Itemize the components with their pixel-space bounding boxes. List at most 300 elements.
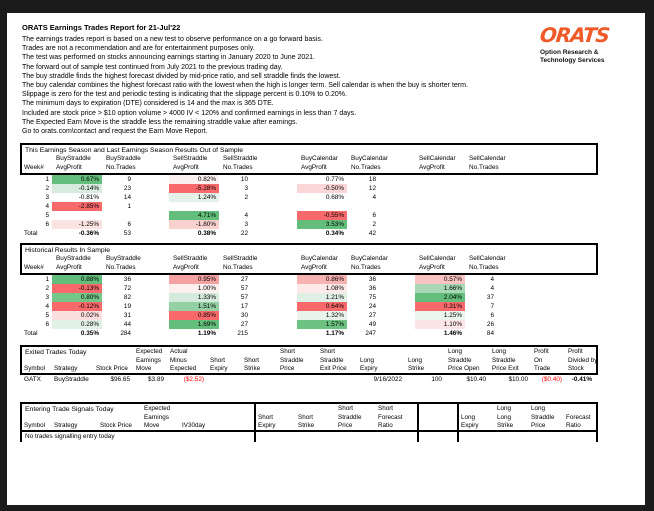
column-group-row: [22, 155, 596, 164]
cell-strategy: BuyStraddle: [54, 376, 89, 383]
column-header-line: [94, 348, 134, 356]
cell-short-strike: [296, 432, 336, 442]
column-header-line: Price: [280, 364, 295, 372]
column-header-line: Straddle: [280, 356, 304, 364]
total-label: Total: [24, 330, 38, 337]
column-group-label: SellCalendar: [469, 255, 506, 262]
week-header: Week#: [24, 163, 44, 171]
intro-line: The buy straddle finds the highest forecast divided by mid-price ratio, and sell straddle finds the lowest.: [22, 72, 341, 80]
cell-avgprofit: -0.55%: [297, 211, 347, 220]
cell-long-strike: [495, 432, 529, 442]
cell-notrades: 12: [368, 185, 376, 192]
column-header-line: Long: [360, 356, 375, 364]
cell-avgprofit: 1.08%: [297, 284, 347, 293]
intro-line: Trades are not a recommendation and are for entertainment purposes only.: [22, 45, 255, 53]
column-sub-label: No.Trades: [106, 163, 136, 171]
table-row: [22, 284, 596, 293]
intro-line: The buy calendar combines the highest forecast ratio with the lowest when the high is longer term. Sell calendar is when the buy is shorter term.: [22, 82, 468, 90]
cell-avgprofit: [415, 193, 465, 202]
cell-avgprofit: -0.36%: [78, 230, 99, 237]
cell-avgprofit: 1.00%: [169, 284, 219, 293]
no-trades-message: No trades signalling entry today: [25, 433, 115, 440]
column-sub-label: AvgProfit: [173, 263, 199, 271]
column-sub-label: No.Trades: [223, 163, 253, 171]
intro-paragraph: [22, 35, 468, 136]
season-table-header-box: [20, 243, 598, 275]
column-header-line: Stock: [568, 364, 584, 372]
column-header-line: Short: [298, 413, 314, 421]
cell-avgprofit: [169, 202, 219, 211]
cell-avgprofit: 1.46%: [443, 330, 462, 337]
intro-line: Slippage is zero for the test and periodic testing is indicating that the slippage percent is 0.10% to 0.20%.: [22, 91, 347, 99]
column-header-line: Symbol: [24, 364, 45, 372]
column-header-line: [358, 348, 406, 356]
column-sub-label: AvgProfit: [419, 163, 445, 171]
column-header-line: Long: [497, 405, 512, 413]
cell-avgprofit: 0.77%: [325, 176, 344, 183]
cell-avgprofit: [415, 229, 465, 238]
cell-notrades: 27: [240, 276, 248, 283]
column-sub-label: AvgProfit: [301, 263, 327, 271]
cell-avgprofit: -0.12%: [52, 302, 102, 311]
cell-notrades: 2: [244, 194, 248, 201]
column-header-line: [459, 405, 495, 413]
column-header-line: Profit: [534, 348, 549, 356]
report-page: [7, 13, 645, 505]
column-header-line: Price Open: [448, 364, 480, 372]
cell-avgprofit: 0.02%: [52, 311, 102, 320]
cell-long-straddle-price: [529, 432, 564, 442]
column-header-line: Short: [338, 405, 354, 413]
cell-avgprofit: 0.68%: [325, 194, 344, 201]
column-header-line: Short: [210, 356, 226, 364]
cell-short-straddle-price: [336, 432, 376, 442]
cell-notrades: 284: [120, 330, 131, 337]
column-sub-label: No.Trades: [351, 263, 381, 271]
cell-avgprofit: 1.66%: [415, 284, 465, 293]
cell-notrades: 31: [123, 312, 131, 319]
cell-notrades: 53: [123, 230, 131, 237]
column-header-profit-on-trade: [532, 347, 566, 373]
column-group-label: SellStraddle: [173, 255, 208, 262]
cell-notrades: 19: [123, 303, 131, 310]
column-header-line: [52, 357, 94, 365]
cell-actual-minus-expected: ($2.52): [183, 376, 204, 383]
column-header-line: Straddle: [320, 356, 344, 364]
column-group-label: SellCalendar: [419, 155, 456, 162]
column-header-long-expiry: [459, 404, 495, 430]
column-group-label: SellStraddle: [223, 155, 258, 162]
column-header-line: Straddle: [492, 356, 516, 364]
column-header-line: Short: [280, 348, 296, 356]
week-header: Week#: [24, 263, 44, 271]
cell-notrades: 26: [486, 321, 494, 328]
table-row: [22, 202, 596, 211]
cell-notrades: 4: [490, 285, 494, 292]
cell-notrades: [102, 211, 140, 220]
column-header-line: Minus: [170, 356, 187, 364]
column-header-short-straddle-price: [278, 347, 318, 373]
column-header-line: Straddle: [448, 356, 472, 364]
cell-notrades: 6: [372, 212, 376, 219]
cell-avgprofit: 3.53%: [297, 220, 347, 229]
column-header-line: Earnings: [144, 413, 169, 421]
column-group-label: BuyCalendar: [301, 155, 338, 162]
cell-spacer: [417, 432, 459, 442]
cell-notrades: 36: [368, 276, 376, 283]
cell-short-straddle-exit-price: [318, 375, 358, 385]
cell-notrades: [465, 184, 503, 193]
column-header-line: Expiry: [461, 421, 479, 429]
cell-notrades: 44: [123, 321, 131, 328]
week-number: 1: [45, 276, 49, 283]
cell-symbol: GATX: [24, 376, 41, 383]
cell-notrades: 42: [368, 230, 376, 237]
season-table-header-box: [20, 143, 598, 175]
cell-avgprofit: 0.82%: [169, 175, 219, 184]
total-label: Total: [24, 230, 38, 237]
table-row: [22, 311, 596, 320]
column-sub-label: No.Trades: [106, 263, 136, 271]
column-header-line: [256, 405, 296, 413]
orats-logo-tagline: [540, 49, 609, 64]
column-header-line: Forecast: [378, 413, 403, 421]
cell-notrades: 3: [244, 185, 248, 192]
column-header-line: Forecast: [566, 413, 591, 421]
season-table-body: [20, 175, 598, 238]
column-header-actual-minus-expected: [168, 347, 208, 373]
cell-notrades: 215: [237, 330, 248, 337]
cell-avgprofit: -0.13%: [52, 284, 102, 293]
cell-long-straddle-price-exit: $10.00: [508, 376, 528, 383]
cell-notrades: 36: [368, 285, 376, 292]
historical-results-table: [20, 243, 598, 338]
column-header-line: Stock Price: [100, 421, 132, 429]
cell-avgprofit: [415, 175, 465, 184]
column-header-line: [94, 357, 134, 365]
column-header-line: Expiry: [360, 364, 378, 372]
column-header-line: [296, 405, 336, 413]
cell-notrades: 37: [486, 294, 494, 301]
season-table-body: [20, 275, 598, 338]
column-header-line: On: [534, 356, 543, 364]
table-title: This Earnings Season and Last Earnings Season Results Out of Sample: [25, 147, 244, 154]
intro-line: The test was performed on stocks announcing earnings starting in January 2020 to June 2021.: [22, 54, 316, 62]
column-group-label: BuyCalendar: [301, 255, 338, 262]
column-header-line: Strike: [298, 421, 315, 429]
cell-notrades: 17: [240, 303, 248, 310]
intro-line: The minimum days to expiration (DTE) considered is 14 and the max is 365 DTE.: [22, 100, 274, 108]
column-header-line: Long: [461, 413, 476, 421]
column-header-forecast-ratio: [564, 404, 596, 430]
column-group-label: SellStraddle: [173, 155, 208, 162]
column-header-line: Actual: [170, 348, 188, 356]
cell-avgprofit: 1.19%: [197, 330, 216, 337]
cell-avgprofit: 1.10%: [415, 320, 465, 329]
intro-line: The earnings trades report is based on a new test to observe performance on a go forward basis.: [22, 36, 323, 43]
column-header-line: [419, 422, 457, 430]
column-header-line: Price: [531, 421, 546, 429]
column-header-line: Short: [244, 356, 260, 364]
column-header-stock-price: [94, 347, 134, 373]
cell-avgprofit: 0.80%: [52, 293, 102, 302]
column-header-line: Expiry: [210, 364, 228, 372]
cell-notrades: [347, 202, 385, 211]
cell-short-expiry: [208, 375, 242, 385]
column-header-line: [208, 348, 242, 356]
column-header-line: Ratio: [378, 421, 393, 429]
column-group-label: BuyStraddle: [106, 155, 141, 162]
column-header-long-strike: [495, 404, 529, 430]
column-header-long-straddle-price-exit: [490, 347, 532, 373]
cell-notrades: 14: [123, 194, 131, 201]
column-header-line: [419, 414, 457, 422]
column-sub-label: No.Trades: [469, 263, 499, 271]
column-header-line: Strike: [408, 364, 425, 372]
cell-notrades: [465, 202, 503, 211]
column-header-line: Divided by: [568, 356, 598, 364]
table-row: [20, 432, 598, 442]
column-header-line: Strike: [497, 421, 514, 429]
column-sub-label: AvgProfit: [56, 163, 82, 171]
table-row: [22, 175, 596, 184]
orats-logo-tagline-line2: Technology Services: [539, 56, 605, 64]
column-header-line: Short: [258, 413, 274, 421]
cell-stock-price: $96.65: [110, 376, 130, 383]
cell-avgprofit: -1.80%: [169, 220, 219, 229]
column-header-short-straddle-exit-price: [318, 347, 358, 373]
cell-avgprofit: 0.95%: [169, 275, 219, 284]
column-header-spacer: [417, 404, 459, 430]
cell-short-expiry: [254, 432, 296, 442]
entering-trade-signals-table: [20, 402, 598, 442]
cell-notrades: [465, 193, 503, 202]
week-number: 6: [45, 221, 49, 228]
cell-notrades: 57: [240, 294, 248, 301]
table-row: [22, 302, 596, 311]
column-header-short-expiry: [254, 404, 296, 430]
table-row: [22, 229, 596, 238]
cell-avgprofit: 0.64%: [297, 302, 347, 311]
cell-avgprofit: -0.14%: [52, 184, 102, 193]
column-header-line: [22, 357, 52, 365]
table-row: [22, 275, 596, 284]
column-header-long-straddle-price: [529, 404, 564, 430]
cell-notrades: 84: [486, 330, 494, 337]
cell-avgprofit: -5.28%: [169, 184, 219, 193]
cell-notrades: 30: [240, 312, 248, 319]
cell-avgprofit: [415, 202, 465, 211]
cell-long-expiry: [459, 432, 495, 442]
column-header-line: Long: [492, 348, 507, 356]
column-header-line: Trade: [534, 364, 551, 372]
cell-long-expiry: 9/16/2022: [373, 376, 402, 383]
cell-notrades: 75: [368, 294, 376, 301]
column-sub-label: AvgProfit: [173, 163, 199, 171]
week-number: 3: [45, 294, 49, 301]
column-header-line: [564, 405, 596, 413]
column-header-short-forecast-ratio: [376, 404, 417, 430]
cell-avgprofit: 0.86%: [297, 275, 347, 284]
column-header-line: Price: [338, 421, 353, 429]
week-number: 4: [45, 303, 49, 310]
cell-notrades: 4: [244, 212, 248, 219]
column-sub-label: AvgProfit: [56, 263, 82, 271]
cell-avgprofit: 0.38%: [197, 230, 216, 237]
column-header-line: Long: [497, 413, 512, 421]
cell-expected-earnings-move: $3.89: [148, 376, 164, 383]
cell-notrades: [219, 202, 257, 211]
intro-line: Go to orats.com\contact and request the Earn Move Report.: [22, 128, 208, 136]
cell-avgprofit: 2.04%: [415, 293, 465, 302]
column-header-short-strike: [296, 404, 336, 430]
cell-notrades: 27: [240, 321, 248, 328]
cell-avgprofit: 0.67%: [52, 175, 102, 184]
cell-notrades: 24: [368, 303, 376, 310]
cell-avgprofit: 1.24%: [169, 193, 219, 202]
cell-avgprofit: 1.25%: [415, 311, 465, 320]
cell-notrades: 9: [127, 176, 131, 183]
table-row: [22, 193, 596, 202]
cell-long-strike: 100: [431, 376, 442, 383]
column-sub-label: AvgProfit: [301, 163, 327, 171]
column-header-line: Long: [531, 405, 546, 413]
table-row: [22, 220, 596, 229]
column-group-label: BuyStraddle: [56, 255, 91, 262]
cell-short-straddle-price: [278, 375, 318, 385]
column-header-line: [419, 405, 457, 413]
cell-avgprofit: [415, 184, 465, 193]
cell-notrades: 27: [368, 312, 376, 319]
cell-short-strike: [242, 375, 278, 385]
column-header-line: Expiry: [258, 421, 276, 429]
column-header-line: Straddle: [531, 413, 555, 421]
cell-avgprofit: 0.35%: [80, 330, 99, 337]
column-header-line: IV30day: [182, 421, 206, 429]
cell-notrades: 1: [127, 203, 131, 210]
cell-notrades: 247: [365, 330, 376, 337]
cell-notrades: 22: [240, 230, 248, 237]
column-group-label: BuyCalendar: [351, 155, 388, 162]
column-group-label: SellCalendar: [419, 255, 456, 262]
cell-avgprofit: 1.69%: [169, 320, 219, 329]
cell-avgprofit: 1.33%: [169, 293, 219, 302]
table-row: [20, 375, 598, 385]
trade-table-header-box: [20, 402, 598, 432]
cell-notrades: 4: [490, 276, 494, 283]
cell-short-forecast-ratio: [376, 432, 417, 442]
week-number: 1: [45, 176, 49, 183]
cell-avgprofit: 4.71%: [169, 211, 219, 220]
cell-avgprofit: [297, 202, 347, 211]
week-number: 3: [45, 194, 49, 201]
cell-avgprofit: 0.28%: [52, 320, 102, 329]
column-header-line: [180, 414, 254, 422]
column-header-line: Profit: [568, 348, 583, 356]
page-title: ORATS Earnings Trades Report for 21-Jul'22: [22, 23, 181, 32]
column-header-line: Price Exit: [492, 364, 519, 372]
column-header-line: Expected: [170, 364, 197, 372]
cell-notrades: 2: [372, 221, 376, 228]
cell-notrades: 82: [123, 294, 131, 301]
column-header-line: Short: [378, 405, 394, 413]
cell-avgprofit: 0.85%: [169, 311, 219, 320]
table-title: Exited Trades Today: [25, 349, 87, 356]
column-header-line: [406, 348, 446, 356]
cell-notrades: 10: [240, 176, 248, 183]
column-header-line: Expected: [136, 348, 163, 356]
cell-notrades: 7: [490, 303, 494, 310]
column-header-line: [52, 414, 98, 422]
column-header-long-straddle-price-open: [446, 347, 490, 373]
table-row: [22, 320, 596, 329]
cell-avgprofit: 0.88%: [52, 275, 102, 284]
column-subheader-row: [22, 264, 596, 273]
cell-notrades: [465, 220, 503, 229]
cell-avgprofit: 1.21%: [297, 293, 347, 302]
table-row: [22, 293, 596, 302]
cell-profit-divided-by-stock: -0.41%: [571, 376, 592, 383]
column-header-line: [242, 348, 278, 356]
column-header-line: Long: [408, 356, 423, 364]
table-row: [22, 184, 596, 193]
trade-table-header-row: [22, 347, 596, 373]
cell-notrades: [465, 211, 503, 220]
cell-avgprofit: 1.57%: [297, 320, 347, 329]
column-header-line: Move: [144, 421, 160, 429]
cell-notrades: [465, 229, 503, 238]
cell-notrades: [465, 175, 503, 184]
cell-avgprofit: 1.17%: [325, 330, 344, 337]
cell-long-straddle-price-open: $10.40: [466, 376, 486, 383]
cell-notrades: 3: [244, 221, 248, 228]
column-header-line: Straddle: [338, 413, 362, 421]
column-group-label: BuyStraddle: [106, 255, 141, 262]
column-header-line: [180, 405, 254, 413]
cell-avgprofit: -1.25%: [52, 220, 102, 229]
cell-avgprofit: -0.81%: [78, 194, 99, 201]
orats-logo-text: ORATS: [538, 23, 611, 47]
cell-avgprofit: -2.85%: [52, 202, 102, 211]
cell-avgprofit: [415, 211, 465, 220]
exited-trades-table: [20, 345, 598, 385]
intro-line: The Expected Earn Move is the straddle less the remaining straddle value after earnings.: [22, 118, 298, 126]
column-sub-label: AvgProfit: [419, 263, 445, 271]
column-header-line: Strike: [244, 364, 261, 372]
column-sub-label: No.Trades: [469, 163, 499, 171]
column-sub-label: No.Trades: [223, 263, 253, 271]
column-group-label: BuyStraddle: [56, 155, 91, 162]
cell-avgprofit: 0.31%: [415, 302, 465, 311]
column-header-line: Symbol: [24, 421, 45, 429]
column-header-line: Exit Price: [320, 364, 347, 372]
column-header-line: Strategy: [54, 364, 78, 372]
cell-avgprofit: 0.57%: [415, 275, 465, 284]
cell-notrades: 6: [127, 221, 131, 228]
cell-forecast-ratio: [564, 432, 596, 442]
column-header-profit-divided-by-stock: [566, 347, 596, 373]
column-group-label: SellStraddle: [223, 255, 258, 262]
column-header-line: Expected: [144, 405, 171, 413]
week-number: 5: [45, 312, 49, 319]
trade-table-header-box: [20, 345, 598, 375]
column-header-short-strike: [242, 347, 278, 373]
column-header-line: Ratio: [566, 421, 581, 429]
orats-logo-tagline-line1: Option Research &: [539, 49, 599, 56]
cell-notrades: 57: [240, 285, 248, 292]
column-header-iv30day: [180, 404, 254, 430]
week-number: 6: [45, 321, 49, 328]
